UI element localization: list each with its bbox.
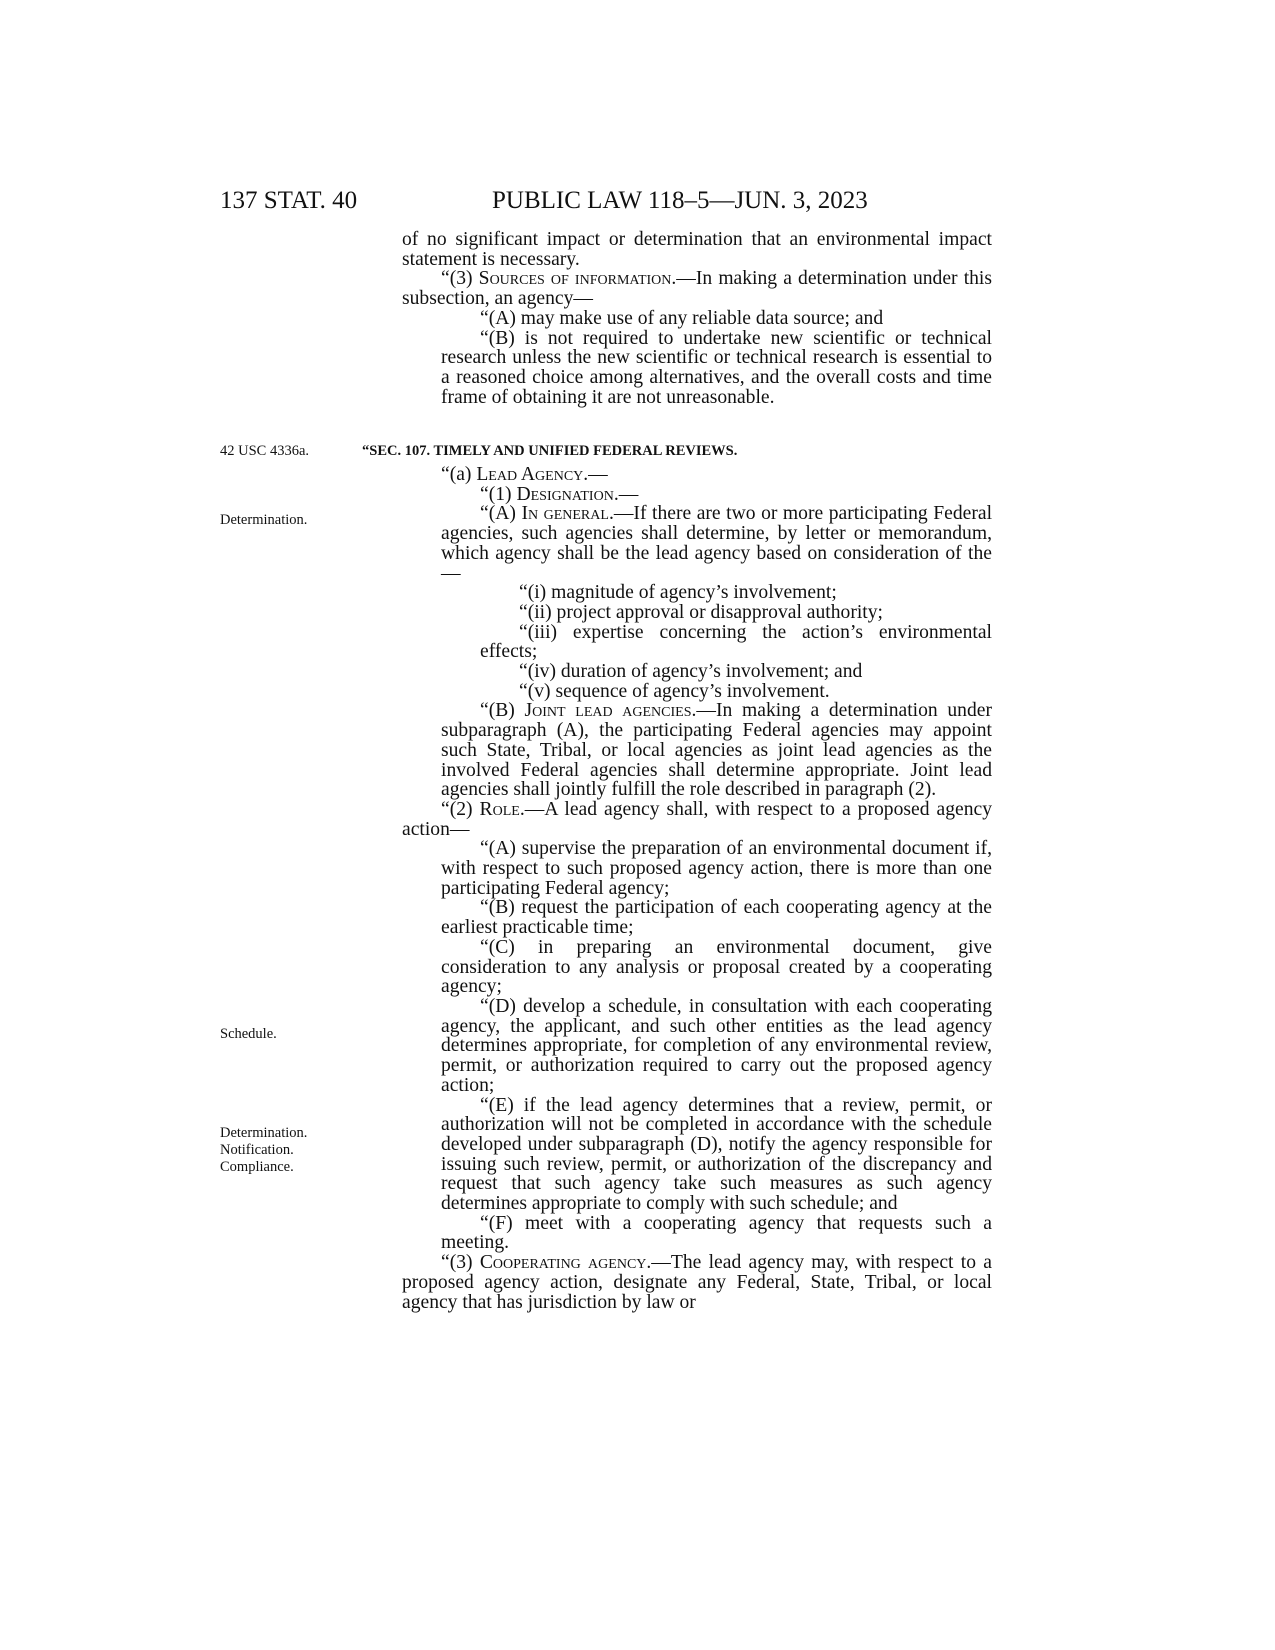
list-item: “(F) meet with a cooperating agency that requests such a meeting. — [441, 1212, 992, 1254]
paragraph: “(A) may make use of any reliable data source; and — [480, 307, 884, 329]
margin-note-schedule: Schedule. — [220, 1026, 277, 1042]
list-item: “(v) sequence of agency’s involvement. — [519, 680, 830, 702]
margin-note-compliance: Compliance. — [220, 1159, 294, 1175]
list-item: “(A) supervise the preparation of an environmental document if, with respect to such proposed agency action, there is more than one participating Federal agency; — [441, 838, 992, 899]
section-heading: “SEC. 107. TIMELY AND UNIFIED FEDERAL REVIEWS. — [362, 443, 738, 459]
list-item: “(D) develop a schedule, in consultation with each cooperating agency, the applicant, and such other entities as the lead agency determines appropriate, for completion of any environmental review, permit, or authorization required to carry out the proposed agency action; — [441, 995, 992, 1096]
list-item: “(i) magnitude of agency’s involvement; — [519, 582, 837, 604]
running-head: PUBLIC LAW 118–5—JUN. 3, 2023 — [492, 187, 868, 214]
paragraph-heading: “(1) Designation.— — [480, 483, 639, 505]
margin-note-usc: 42 USC 4336a. — [220, 443, 310, 459]
body-text-section — [402, 465, 992, 1312]
margin-note-determination-2: Determination. — [220, 1125, 308, 1141]
list-item: “(B) request the participation of each cooperating agency at the earliest practicable time; — [441, 897, 992, 939]
list-item: “(iii) expertise concerning the action’s environmental effects; — [480, 621, 992, 663]
body-text-top — [402, 230, 992, 407]
list-item: “(iv) duration of agency’s involvement; and — [519, 661, 863, 683]
paragraph: of no significant impact or determination that an environmental impact statement is necessary. — [402, 229, 992, 270]
list-item: “(C) in preparing an environmental document, give consideration to any analysis or proposal created by a cooperating agency; — [441, 936, 992, 998]
margin-note-determination: Determination. — [220, 512, 308, 528]
margin-note-notification: Notification. — [220, 1142, 294, 1158]
subsection-heading: “(a) Lead Agency.— — [441, 464, 608, 485]
statute-page-number: 137 STAT. 40 — [220, 187, 358, 214]
paragraph: “(3) Sources of information.—In making a determination under this subsection, an agency— — [402, 268, 992, 310]
list-item: “(E) if the lead agency determines that a review, permit, or authorization will not be completed in accordance with the schedule developed under subparagraph (D), notify the agency responsible for issuing such review, permit, or authorization of the discrepancy and request that such agency take such measures as such agency determines appropriate to comply with such schedule; and — [441, 1094, 992, 1215]
paragraph: “(A) In general.—If there are two or more participating Federal agencies, such agencies shall determine, by letter or memorandum, which agency shall be the lead agency based on consideration of the— — [441, 503, 993, 584]
paragraph: “(3) Cooperating agency.—The lead agency may, with respect to a proposed agency action, designate any Federal, State, Tribal, or local agency that has jurisdiction by law or — [402, 1252, 992, 1313]
paragraph: “(B) is not required to undertake new scientific or technical research unless the new scientific or technical research is essential to a reasoned choice among alternatives, and the overall costs and time frame of obtaining it are not unreasonable. — [441, 327, 992, 408]
paragraph: “(B) Joint lead agencies.—In making a determination under subparagraph (A), the participating Federal agencies may appoint such State, Tribal, or local agencies as joint lead agencies as the involved Federal agencies shall determine appropriate. Joint lead agencies shall jointly fulfill the role described in paragraph (2). — [441, 700, 993, 801]
list-item: “(ii) project approval or disapproval authority; — [519, 601, 883, 623]
paragraph: “(2) Role.—A lead agency shall, with respect to a proposed agency action— — [402, 798, 992, 840]
